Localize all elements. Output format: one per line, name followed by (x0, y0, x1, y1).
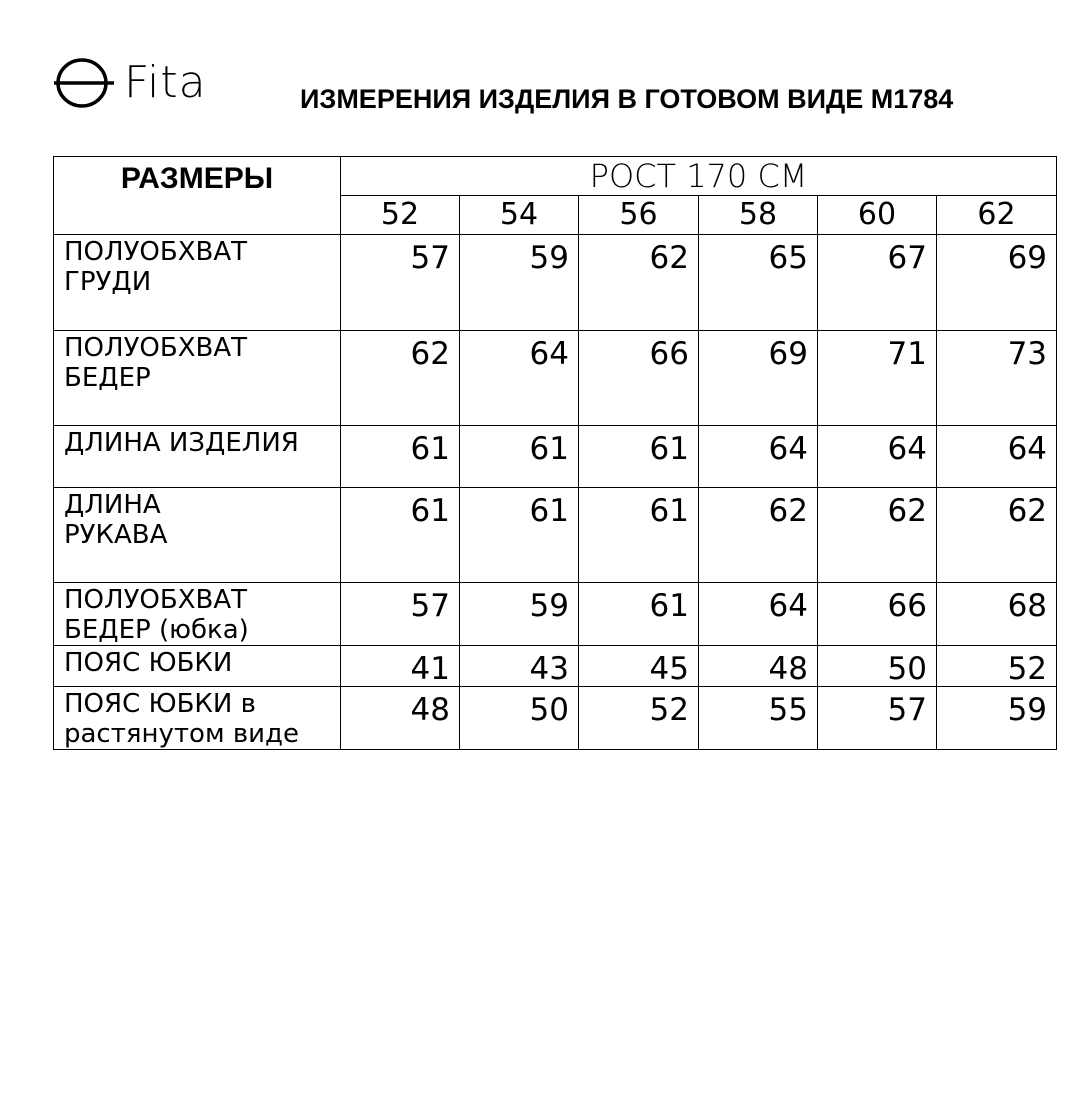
row-label: ПОЛУОБХВАТ БЕДЕР (юбка) (54, 583, 341, 646)
value-cell: 64 (460, 331, 579, 426)
value-cell: 61 (579, 426, 699, 488)
value-cell: 57 (341, 235, 460, 331)
value-cell: 66 (818, 583, 937, 646)
size-header-cell: 52 (341, 196, 460, 235)
value-cell: 67 (818, 235, 937, 331)
value-cell: 55 (699, 687, 818, 750)
table-row (54, 646, 1057, 687)
value-cell: 57 (818, 687, 937, 750)
value-cell: 71 (818, 331, 937, 426)
brand-logo (52, 52, 207, 114)
value-cell: 61 (579, 488, 699, 583)
fita-logo-icon (52, 55, 116, 111)
height-header: РОСТ 170 СМ (341, 157, 1057, 196)
page-title: ИЗМЕРЕНИЯ ИЗДЕЛИЯ В ГОТОВОМ ВИДЕ М1784 (300, 84, 954, 114)
value-cell: 64 (937, 426, 1057, 488)
value-cell: 65 (699, 235, 818, 331)
value-cell: 48 (699, 646, 818, 687)
value-cell: 69 (699, 331, 818, 426)
row-label: ДЛИНА ИЗДЕЛИЯ (54, 426, 341, 488)
value-cell: 61 (341, 488, 460, 583)
size-header-cell: 62 (937, 196, 1057, 235)
value-cell: 48 (341, 687, 460, 750)
size-header-cell: 56 (579, 196, 699, 235)
value-cell: 62 (579, 235, 699, 331)
value-cell: 61 (460, 488, 579, 583)
table-row (54, 426, 1057, 488)
value-cell: 50 (818, 646, 937, 687)
value-cell: 73 (937, 331, 1057, 426)
sizes-header-label: РАЗМЕРЫ (54, 157, 341, 235)
value-cell: 62 (341, 331, 460, 426)
value-cell: 68 (937, 583, 1057, 646)
table-header-row (54, 157, 1057, 196)
value-cell: 57 (341, 583, 460, 646)
table-row (54, 488, 1057, 583)
value-cell: 66 (579, 331, 699, 426)
size-header-cell: 58 (699, 196, 818, 235)
table-row (54, 235, 1057, 331)
value-cell: 52 (579, 687, 699, 750)
table-row (54, 331, 1057, 426)
row-label: ПОЯС ЮБКИ в растянутом виде (54, 687, 341, 750)
row-label: ПОЯС ЮБКИ (54, 646, 341, 687)
value-cell: 50 (460, 687, 579, 750)
table-row (54, 583, 1057, 646)
value-cell: 61 (579, 583, 699, 646)
value-cell: 59 (460, 583, 579, 646)
size-header-cell: 60 (818, 196, 937, 235)
value-cell: 64 (699, 426, 818, 488)
value-cell: 64 (818, 426, 937, 488)
brand-name: Fita (124, 57, 207, 108)
value-cell: 61 (341, 426, 460, 488)
value-cell: 62 (818, 488, 937, 583)
row-label: ДЛИНА РУКАВА (54, 488, 341, 583)
size-chart-table (53, 156, 1057, 750)
value-cell: 41 (341, 646, 460, 687)
value-cell: 69 (937, 235, 1057, 331)
value-cell: 45 (579, 646, 699, 687)
size-header-cell: 54 (460, 196, 579, 235)
value-cell: 62 (699, 488, 818, 583)
value-cell: 64 (699, 583, 818, 646)
value-cell: 61 (460, 426, 579, 488)
value-cell: 43 (460, 646, 579, 687)
value-cell: 62 (937, 488, 1057, 583)
value-cell: 59 (460, 235, 579, 331)
value-cell: 52 (937, 646, 1057, 687)
row-label: ПОЛУОБХВАТ ГРУДИ (54, 235, 341, 331)
row-label: ПОЛУОБХВАТ БЕДЕР (54, 331, 341, 426)
table-row (54, 687, 1057, 750)
value-cell: 59 (937, 687, 1057, 750)
